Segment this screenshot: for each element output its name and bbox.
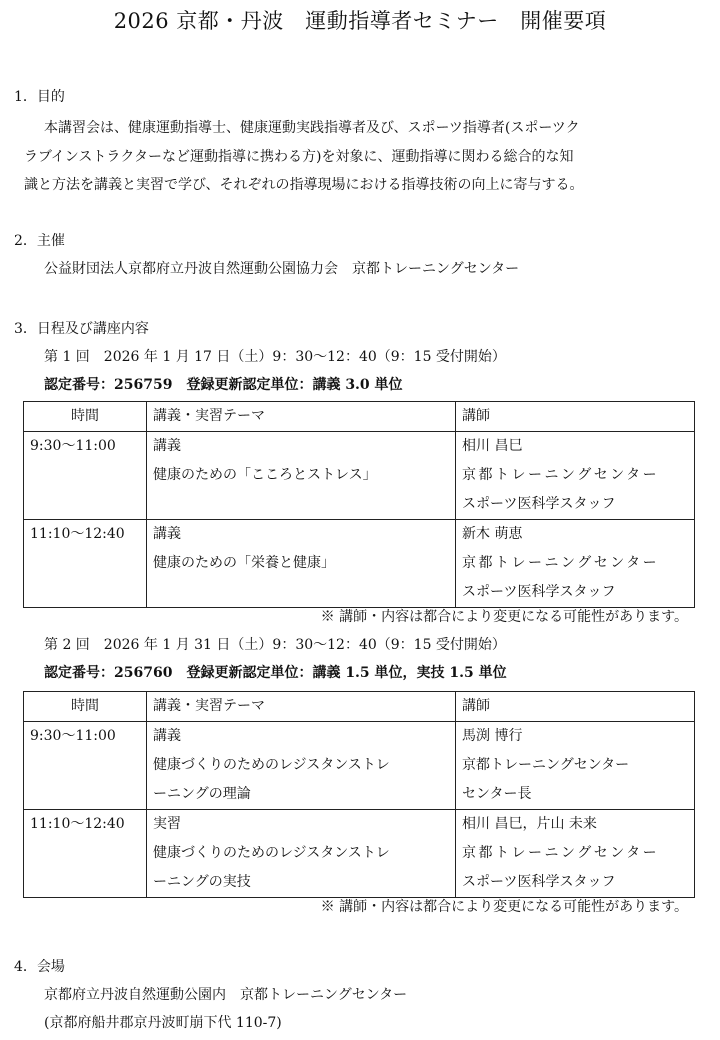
session-2-note: ※ 講師・内容は都合により変更になる可能性があります。	[320, 899, 688, 915]
theme-line: 講義	[153, 438, 181, 454]
organizer-text: 公益財団法人京都府立丹波自然運動公園協力会 京都トレーニングセンター	[44, 261, 520, 277]
section-purpose-heading: 1．目的	[14, 89, 65, 105]
lecturer-name: 相川 昌巳，片山 未来	[462, 816, 597, 832]
table-row	[24, 432, 695, 520]
table-row	[24, 722, 695, 810]
header-time: 時間	[24, 692, 147, 722]
row-time: 9:30〜11:00	[24, 722, 147, 810]
theme-line: ーニングの理論	[153, 786, 251, 802]
row-lecturer	[456, 432, 695, 520]
theme-line: ーニングの実技	[153, 874, 251, 890]
lecturer-name: 相川 昌巳	[462, 438, 523, 454]
venue-line-2: (京都府船井郡京丹波町崩下代 110-7)	[44, 1015, 282, 1031]
row-time: 11:10〜12:40	[24, 520, 147, 608]
table-row	[24, 810, 695, 898]
lecturer-role: スポーツ医科学スタッフ	[462, 496, 616, 512]
row-theme	[147, 810, 456, 898]
lecturer-role: スポーツ医科学スタッフ	[462, 584, 616, 600]
table-header-row	[24, 692, 695, 722]
venue-line-1: 京都府立丹波自然運動公園内 京都トレーニングセンター	[44, 987, 408, 1003]
session-1-date: 第 1 回 2026 年 1 月 17 日（土）9：30〜12：40（9：15 受付開始）	[44, 349, 506, 365]
theme-line: 健康づくりのためのレジスタンストレ	[153, 757, 390, 773]
lecturer-affiliation: 京都トレーニングセンター	[462, 555, 660, 571]
session-2-cert: 認定番号：256760 登録更新認定単位：講義 1.5 単位，実技 1.5 単位	[44, 665, 507, 681]
purpose-line-2: ラブインストラクターなど運動指導に携わる方)を対象に、運動指導に関わる総合的な知	[24, 149, 574, 165]
lecturer-affiliation: 京都トレーニングセンター	[462, 845, 660, 861]
row-theme	[147, 722, 456, 810]
lecturer-affiliation: 京都トレーニングセンター	[462, 757, 630, 773]
theme-line: 健康づくりのためのレジスタンストレ	[153, 845, 390, 861]
row-lecturer	[456, 810, 695, 898]
session-2-table	[23, 691, 695, 898]
row-time: 9:30〜11:00	[24, 432, 147, 520]
row-theme	[147, 432, 456, 520]
theme-line: 講義	[153, 728, 181, 744]
header-theme: 講義・実習テーマ	[147, 692, 456, 722]
purpose-line-1: 本講習会は、健康運動指導士、健康運動実践指導者及び、スポーツ指導者(スポーツク	[44, 120, 580, 136]
row-theme	[147, 520, 456, 608]
lecturer-role: スポーツ医科学スタッフ	[462, 874, 616, 890]
session-2-date: 第 2 回 2026 年 1 月 31 日（土）9：30〜12：40（9：15 受付開始）	[44, 637, 506, 653]
session-1-table	[23, 401, 695, 608]
row-lecturer	[456, 722, 695, 810]
section-organizer-heading: 2．主催	[14, 233, 65, 249]
lecturer-name: 新木 萌恵	[462, 526, 523, 542]
theme-line: 実習	[153, 816, 181, 832]
purpose-line-3: 識と方法を講義と実習で学び、それぞれの指導現場における指導技術の向上に寄与する。	[24, 177, 584, 193]
session-1-note: ※ 講師・内容は都合により変更になる可能性があります。	[320, 609, 688, 625]
header-lecturer: 講師	[456, 692, 695, 722]
section-venue-heading: 4．会場	[14, 959, 65, 975]
header-time: 時間	[24, 402, 147, 432]
header-lecturer: 講師	[456, 402, 695, 432]
row-lecturer	[456, 520, 695, 608]
session-1-cert: 認定番号：256759 登録更新認定単位：講義 3.0 単位	[44, 377, 403, 393]
table-header-row	[24, 402, 695, 432]
theme-line: 健康のための「こころとストレス」	[153, 467, 377, 483]
theme-line: 講義	[153, 526, 181, 542]
row-time: 11:10〜12:40	[24, 810, 147, 898]
document-title: 2026 京都・丹波 運動指導者セミナー 開催要項	[113, 9, 607, 33]
lecturer-role: センター長	[462, 786, 532, 802]
section-schedule-heading: 3．日程及び講座内容	[14, 321, 149, 337]
theme-line: 健康のための「栄養と健康」	[153, 555, 335, 571]
lecturer-affiliation: 京都トレーニングセンター	[462, 467, 660, 483]
lecturer-name: 馬渕 博行	[462, 728, 523, 744]
table-row	[24, 520, 695, 608]
header-theme: 講義・実習テーマ	[147, 402, 456, 432]
